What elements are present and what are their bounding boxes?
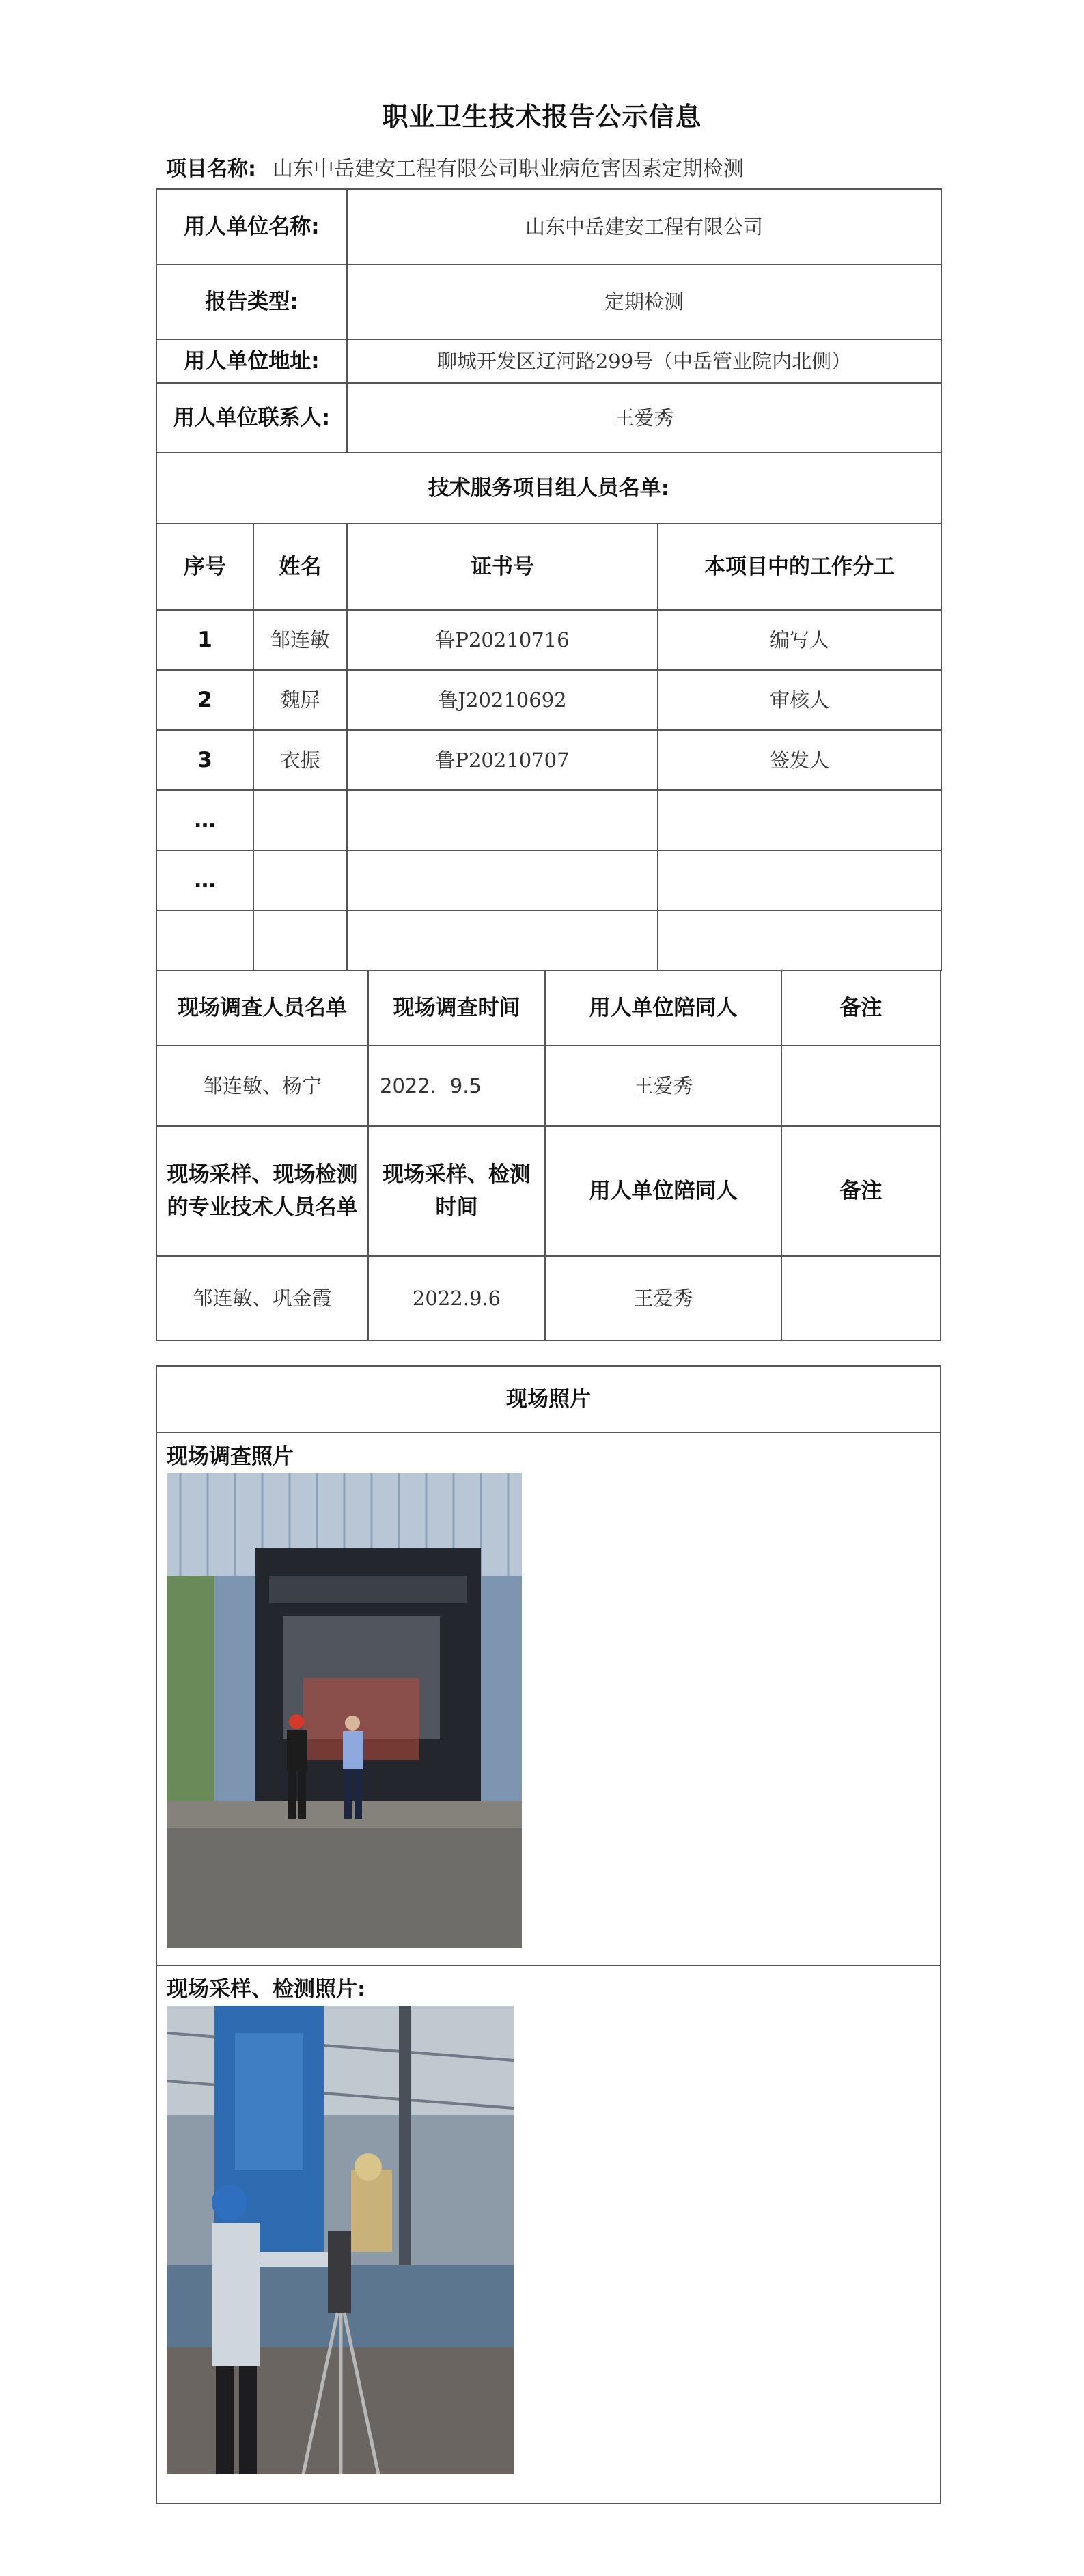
- member-cert: [347, 850, 658, 910]
- info-row-report-type: [156, 264, 941, 339]
- table-row: [156, 610, 941, 670]
- survey-staff: 邹连敏、杨宁: [156, 1046, 368, 1126]
- member-role: 签发人: [658, 730, 941, 790]
- info-row-unit-name: [156, 189, 941, 264]
- member-name: 邹连敏: [253, 610, 347, 670]
- page-title: 职业卫生技术报告公示信息: [382, 102, 702, 132]
- survey-photo-cell: [156, 1433, 941, 1965]
- table-row: [156, 670, 941, 730]
- project-name-label: 项目名称:: [166, 157, 256, 181]
- member-no: …: [156, 790, 253, 850]
- survey-header-staff: 现场调查人员名单: [156, 970, 368, 1046]
- table-row: [156, 850, 941, 910]
- table-row: [156, 790, 941, 850]
- member-name: 魏屏: [253, 670, 347, 730]
- member-cert: 鲁P20210707: [347, 730, 658, 790]
- sampling-time: 2022.9.6: [368, 1256, 545, 1341]
- sampling-site-photo: [167, 2006, 514, 2474]
- member-no: 1: [156, 610, 253, 670]
- members-header-row: [156, 524, 941, 610]
- survey-site-photo: [167, 1473, 522, 1948]
- member-cert: [347, 790, 658, 850]
- members-title: 技术服务项目组人员名单:: [156, 453, 941, 524]
- member-no: 2: [156, 670, 253, 730]
- info-row-address: [156, 339, 941, 383]
- survey-header-row: [156, 970, 941, 1046]
- address-value: 聊城开发区辽河路299号（中岳管业院内北侧）: [347, 339, 941, 383]
- contact-value: 王爱秀: [347, 383, 941, 453]
- sampling-header-staff: 现场采样、现场检测的专业技术人员名单: [156, 1126, 368, 1256]
- unit-name-label: 用人单位名称:: [156, 189, 347, 264]
- sampling-photo-label: 现场采样、检测照片:: [167, 1977, 366, 2002]
- members-header-cert: 证书号: [347, 524, 658, 610]
- photo-table: [156, 1365, 941, 2504]
- sampling-row: [156, 1256, 941, 1341]
- info-row-contact: [156, 383, 941, 453]
- member-no: 3: [156, 730, 253, 790]
- project-name-line: [166, 152, 744, 182]
- sampling-photo-cell: [156, 1965, 941, 2504]
- sampling-header-time: 现场采样、检测时间: [368, 1126, 545, 1256]
- table-row: [156, 730, 941, 790]
- report-type-label: 报告类型:: [156, 264, 347, 339]
- members-header-no: 序号: [156, 524, 253, 610]
- sampling-staff: 邹连敏、巩金霞: [156, 1256, 368, 1341]
- members-header-name: 姓名: [253, 524, 347, 610]
- member-name: [253, 790, 347, 850]
- survey-header-remark: 备注: [781, 970, 941, 1046]
- survey-header-time: 现场调查时间: [368, 970, 545, 1046]
- info-table: [156, 188, 942, 971]
- table-row: [156, 910, 941, 970]
- sampling-remark: [781, 1256, 941, 1341]
- photo-section-title: 现场照片: [156, 1366, 941, 1433]
- member-role: 审核人: [658, 670, 941, 730]
- member-role: [658, 850, 941, 910]
- sampling-header-escort: 用人单位陪同人: [545, 1126, 781, 1256]
- contact-label: 用人单位联系人:: [156, 383, 347, 453]
- survey-table: [156, 970, 941, 1341]
- member-cert: [347, 910, 658, 970]
- member-cert: 鲁J20210692: [347, 670, 658, 730]
- member-role: [658, 910, 941, 970]
- member-role: 编写人: [658, 610, 941, 670]
- photo-title-row: [156, 1366, 941, 1433]
- member-name: 衣振: [253, 730, 347, 790]
- survey-photo-row: [156, 1433, 941, 1965]
- sampling-escort: 王爱秀: [545, 1256, 781, 1341]
- members-header-role: 本项目中的工作分工: [658, 524, 941, 610]
- member-name: [253, 910, 347, 970]
- project-name-value: 山东中岳建安工程有限公司职业病危害因素定期检测: [273, 157, 744, 181]
- survey-time: 2022．9.5: [368, 1046, 545, 1126]
- member-no: [156, 910, 253, 970]
- sampling-photo-row: [156, 1965, 941, 2504]
- report-type-value: 定期检测: [347, 264, 941, 339]
- unit-name-value: 山东中岳建安工程有限公司: [347, 189, 941, 264]
- survey-row: [156, 1046, 941, 1126]
- member-name: [253, 850, 347, 910]
- sampling-header-remark: 备注: [781, 1126, 941, 1256]
- member-role: [658, 790, 941, 850]
- members-title-row: [156, 453, 941, 524]
- sampling-header-row: [156, 1126, 941, 1256]
- survey-remark: [781, 1046, 941, 1126]
- address-label: 用人单位地址:: [156, 339, 347, 383]
- survey-header-escort: 用人单位陪同人: [545, 970, 781, 1046]
- survey-photo-label: 现场调查照片: [167, 1444, 294, 1469]
- survey-escort: 王爱秀: [545, 1046, 781, 1126]
- member-cert: 鲁P20210716: [347, 610, 658, 670]
- member-no: …: [156, 850, 253, 910]
